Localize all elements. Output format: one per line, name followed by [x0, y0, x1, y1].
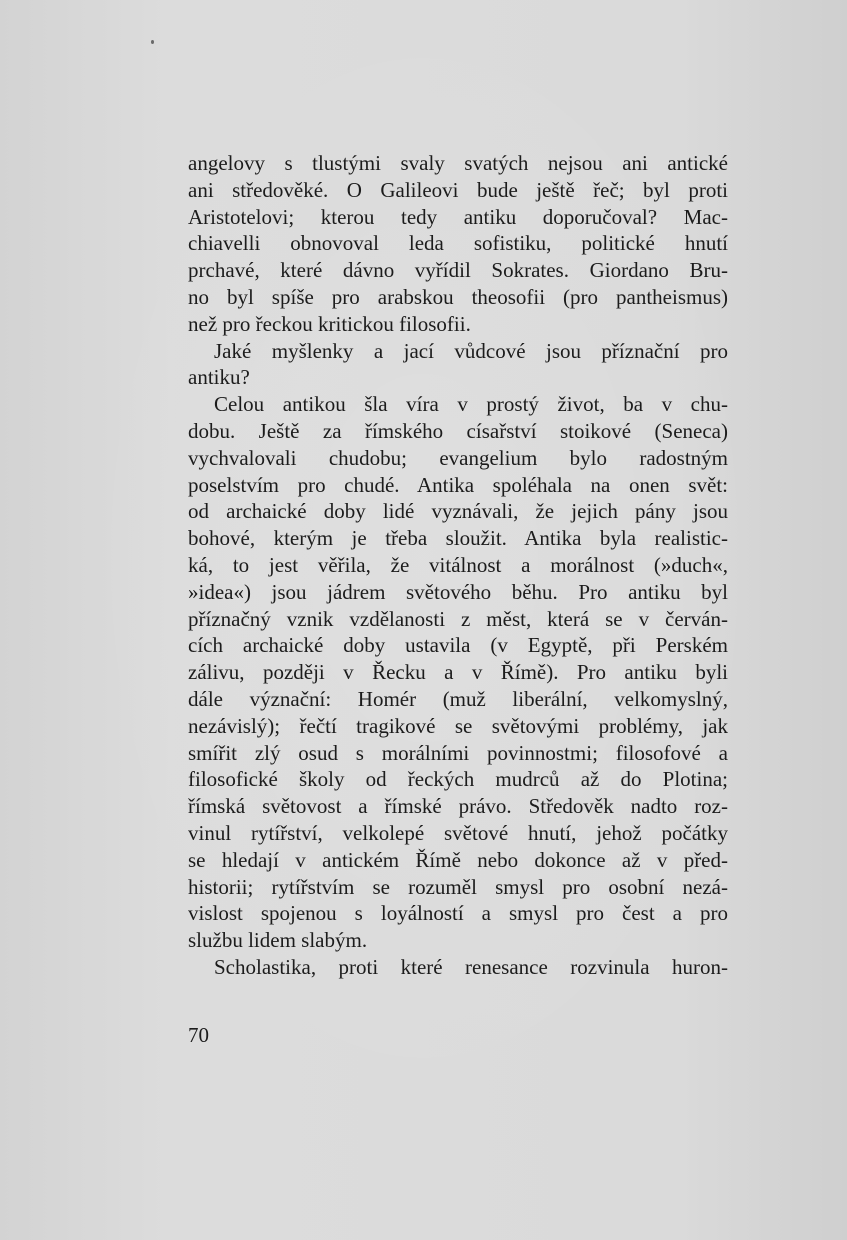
text-line: antiku?: [188, 365, 250, 390]
text-line: Aristotelovi; kterou tedy antiku doporučoval? Mac‑: [188, 204, 728, 229]
text-line: ani středověké. O Galileovi bude ještě řeč; byl proti: [188, 177, 728, 202]
text-line: dobu. Ještě za římského císařství stoikové (Seneca): [188, 418, 728, 443]
text-line: prchavé, které dávno vyřídil Sokrates. Giordano Bru‑: [188, 258, 728, 283]
text-line: bohové, kterým je třeba sloužit. Antika byla realistic‑: [188, 526, 728, 551]
text-line: angelovy s tlustými svaly svatých nejsou ani antické: [188, 151, 728, 175]
text-line: se hledají v antickém Římě nebo dokonce až v před‑: [188, 847, 728, 872]
scan-speck: [151, 40, 154, 44]
text-line: chiavelli obnovoval leda sofistiku, politické hnutí: [188, 231, 728, 256]
text-line: no byl spíše pro arabskou theosofii (pro pantheismus): [188, 284, 728, 309]
text-line: filosofické školy od řeckých mudrců až do Plotina;: [188, 767, 728, 792]
text-line: vinul rytířství, velkolepé světové hnutí, jehož počátky: [188, 820, 728, 845]
text-line: nezávislý); řečtí tragikové se světovými problémy, jak: [188, 713, 728, 738]
text-line: Scholastika, proti které renesance rozvinula huron‑: [214, 954, 728, 979]
text-line: vislost spojenou s loyálností a smysl pro čest a pro: [188, 901, 728, 926]
text-line: poselstvím pro chudé. Antika spoléhala na onen svět:: [188, 472, 728, 497]
text-line: od archaické doby lidé vyznávali, že jejich pány jsou: [188, 499, 728, 524]
text-line: »idea«) jsou jádrem světového běhu. Pro antiku byl: [188, 579, 728, 604]
text-line: historii; rytířstvím se rozuměl smysl pro osobní nezá‑: [188, 874, 728, 899]
text-line: příznačný vznik vzdělanosti z měst, která se v červán‑: [188, 606, 728, 631]
text-line: vychvalovali chudobu; evangelium bylo radostným: [188, 445, 728, 470]
text-line: zálivu, později v Řecku a v Římě). Pro antiku byli: [188, 660, 728, 685]
text-line: službu lidem slabým.: [188, 928, 368, 953]
body-text: [188, 150, 728, 981]
page-number: 70: [188, 1023, 209, 1047]
text-line: smířit zlý osud s morálními povinnostmi; filosofové a: [188, 740, 728, 765]
text-line: Jaké myšlenky a jací vůdcové jsou příznační pro: [214, 338, 728, 363]
text-line: cích archaické doby ustavila (v Egyptě, při Perském: [188, 633, 728, 658]
text-line: dále význační: Homér (muž liberální, velkomyslný,: [188, 686, 728, 711]
text-line: než pro řeckou kritickou filosofii.: [188, 311, 471, 336]
text-line: Celou antikou šla víra v prostý život, ba v chu‑: [214, 392, 728, 417]
text-line: ká, to jest věřila, že vitálnost a morálnost (»duch«,: [188, 552, 728, 577]
text-line: římská světovost a římské právo. Středověk nadto roz‑: [188, 794, 728, 819]
